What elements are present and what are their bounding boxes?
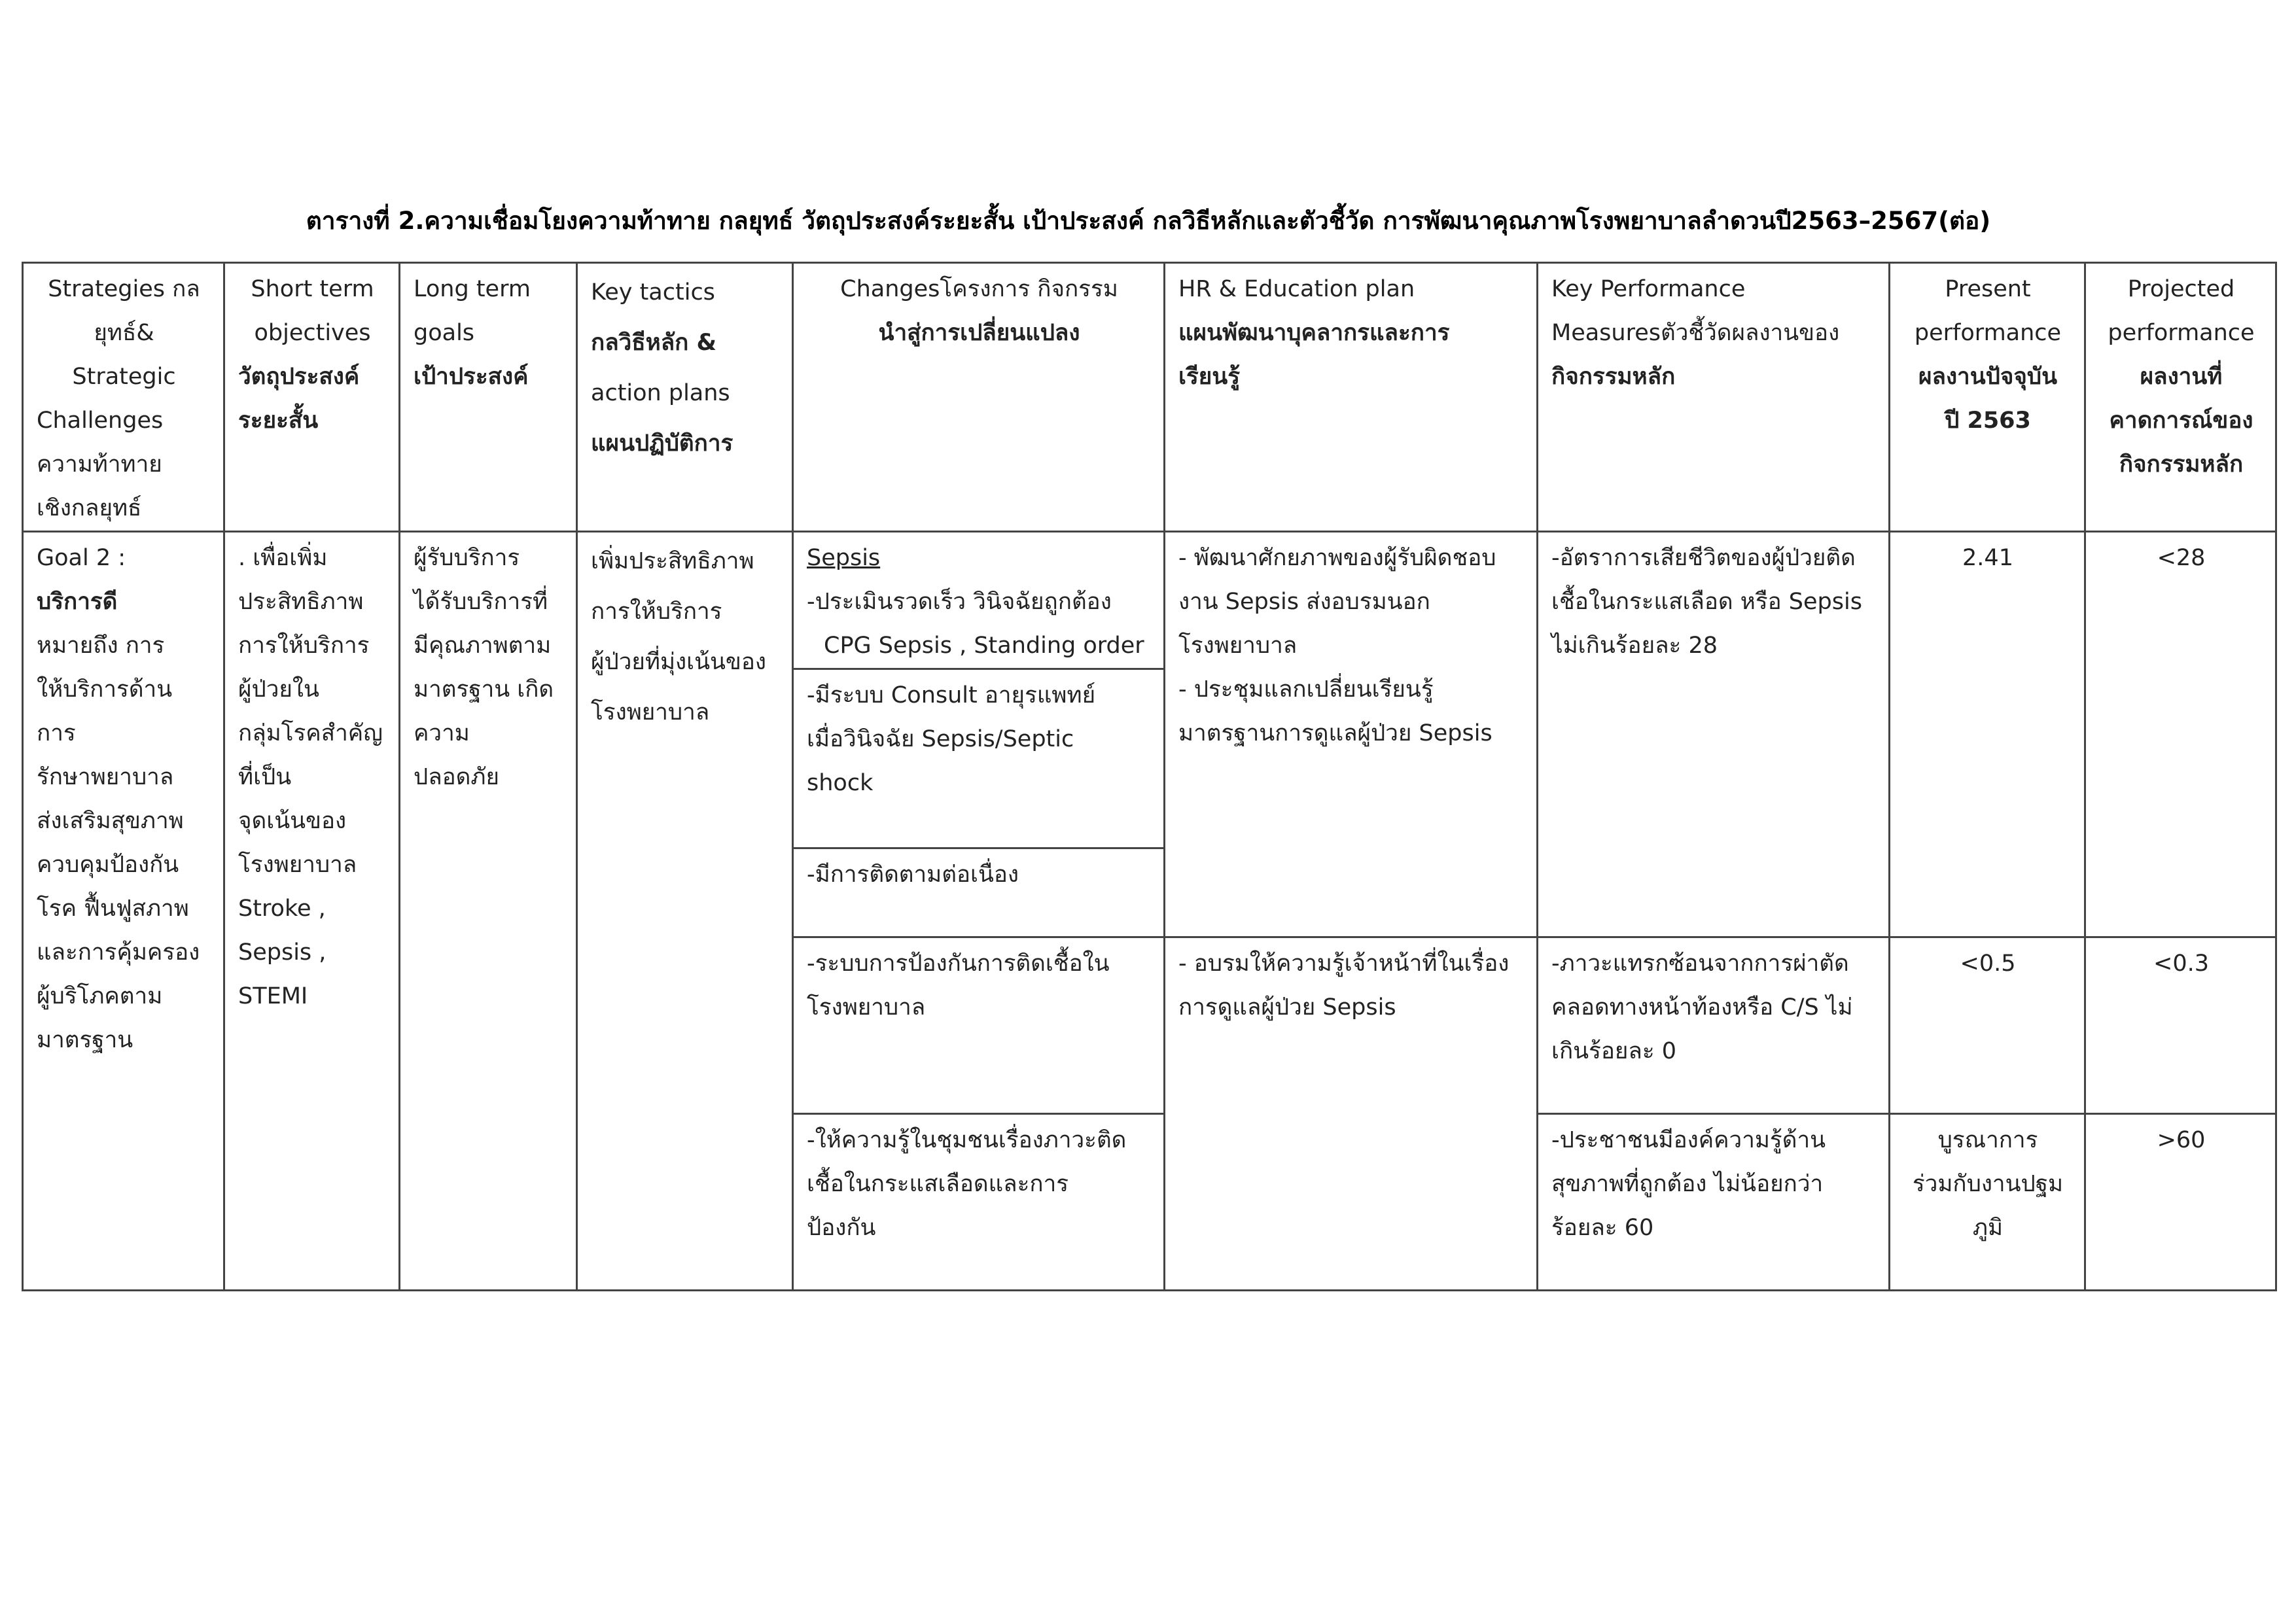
present-cell-2: <0.5 [1890, 937, 2085, 1114]
table-title: ตารางที่ 2.ความเชื่อมโยงความท้าทาย กลยุทธ์ วัตถุประสงค์ระยะสั้น เป้าประสงค์ กลวิธีหลักและตัวชี้วัด การพัฒนาคุณภาพโรงพยาบาลลำดวนปี2563–2567(ต่อ) [306, 207, 1991, 235]
projected-cell-1: <28 [2085, 532, 2276, 937]
changes-cell-sepsis: Sepsis -ประเมินรวดเร็ว วินิจฉัยถูกต้อง CPG Sepsis , Standing order [793, 532, 1165, 669]
header-changes: Changesโครงการ กิจกรรม นำสู่การเปลี่ยนแปลง [793, 263, 1165, 532]
changes-cell-infection: -ระบบการป้องกันการติดเชื้อใน โรงพยาบาล [793, 937, 1165, 1114]
present-cell-3: บูรณาการ ร่วมกับงานปฐม ภูมิ [1890, 1114, 2085, 1291]
projected-cell-3: >60 [2085, 1114, 2276, 1291]
changes-cell-consult: -มีระบบ Consult อายุรแพทย์ เมื่อวินิจฉัย Sepsis/Septic shock [793, 669, 1165, 848]
present-cell-1: 2.41 [1890, 532, 2085, 937]
header-row [23, 263, 2276, 532]
header-projected: Projected performance ผลงานที่ คาดการณ์ของ กิจกรรมหลัก [2085, 263, 2276, 532]
header-key-tactics: Key tactics กลวิธีหลัก & action plans แผนปฏิบัติการ [577, 263, 793, 532]
strategy-goal-cell: Goal 2 : บริการดี หมายถึง การ ให้บริการด้าน การ รักษาพยาบาล ส่งเสริมสุขภาพ ควบคุมป้องกัน โรค ฟื้นฟูสภาพ และการคุ้มครอง ผู้บริโภคตาม มาตรฐาน [23, 532, 224, 1291]
changes-cell-community: -ให้ความรู้ในชุมชนเรื่องภาวะติด เชื้อในกระแสเลือดและการ ป้องกัน [793, 1114, 1165, 1291]
changes-cell-followup: -มีการติดตามต่อเนื่อง [793, 848, 1165, 937]
projected-cell-2: <0.3 [2085, 937, 2276, 1114]
strategy-table [22, 262, 2277, 1291]
table-row [23, 532, 2276, 669]
header-short-term: Short term objectives วัตถุประสงค์ ระยะสั้น [224, 263, 400, 532]
header-strategies: Strategies กล ยุทธ์& Strategic Challenges ความท้าทาย เชิงกลยุทธ์ [23, 263, 224, 532]
hr-cell-1: - พัฒนาศักยภาพของผู้รับผิดชอบ งาน Sepsis ส่งอบรมนอก โรงพยาบาล - ประชุมแลกเปลี่ยนเรียนรู้ มาตรฐานการดูแลผู้ป่วย Sepsis [1165, 532, 1538, 937]
header-hr-plan: HR & Education plan แผนพัฒนาบุคลากรและการ เรียนรู้ [1165, 263, 1538, 532]
short-term-cell: . เพื่อเพิ่ม ประสิทธิภาพ การให้บริการ ผู้ป่วยใน กลุ่มโรคสำคัญ ที่เป็น จุดเน้นของ โรงพยาบาล Stroke , Sepsis , STEMI [224, 532, 400, 1291]
hr-cell-2: - อบรมให้ความรู้เจ้าหน้าที่ในเรื่อง การดูแลผู้ป่วย Sepsis [1165, 937, 1538, 1291]
kpm-cell-3: -ประชาชนมีองค์ความรู้ด้าน สุขภาพที่ถูกต้อง ไม่น้อยกว่า ร้อยละ 60 [1538, 1114, 1890, 1291]
header-kpm: Key Performance Measuresตัวชี้วัดผลงานของ กิจกรรมหลัก [1538, 263, 1890, 532]
header-present: Present performance ผลงานปัจจุบัน ปี 2563 [1890, 263, 2085, 532]
key-tactics-cell: เพิ่มประสิทธิภาพ การให้บริการ ผู้ป่วยที่มุ่งเน้นของ โรงพยาบาล [577, 532, 793, 1291]
long-term-cell: ผู้รับบริการ ได้รับบริการที่ มีคุณภาพตาม มาตรฐาน เกิด ความ ปลอดภัย [400, 532, 577, 1291]
header-long-term: Long term goals เป้าประสงค์ [400, 263, 577, 532]
kpm-cell-1: -อัตราการเสียชีวิตของผู้ป่วยติด เชื้อในกระแสเลือด หรือ Sepsis ไม่เกินร้อยละ 28 [1538, 532, 1890, 937]
kpm-cell-2: -ภาวะแทรกซ้อนจากการผ่าตัด คลอดทางหน้าท้องหรือ C/S ไม่ เกินร้อยละ 0 [1538, 937, 1890, 1114]
